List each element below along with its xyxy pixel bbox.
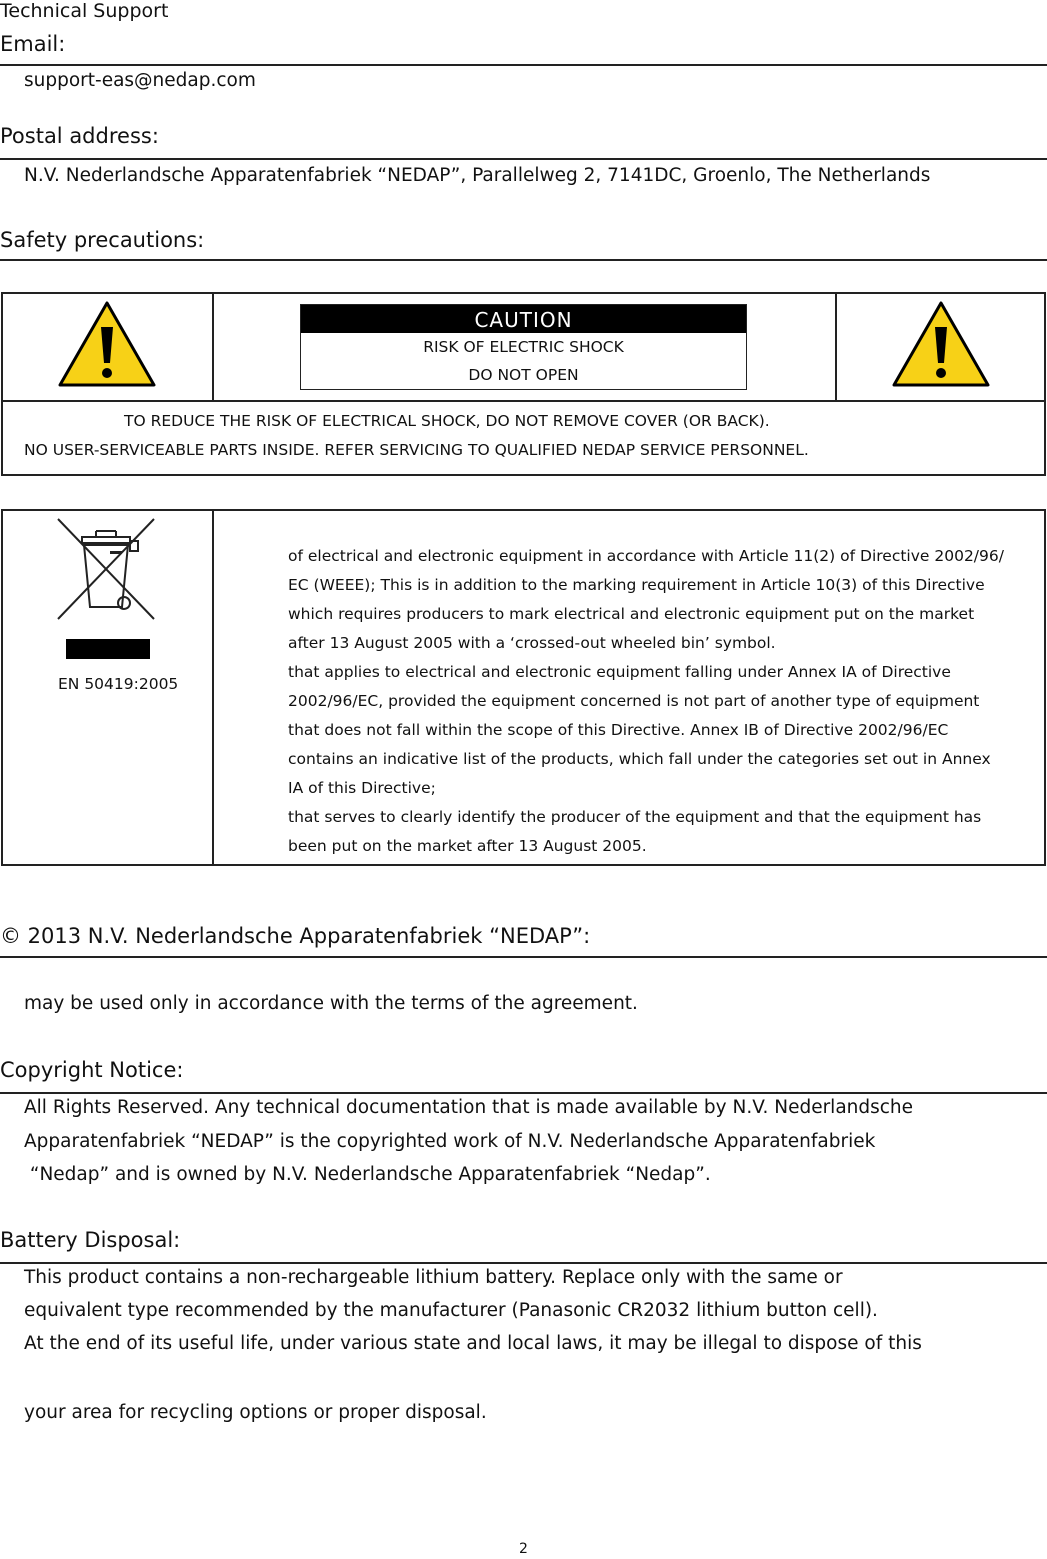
email-heading: Email:: [0, 32, 66, 56]
table-divider: [3, 400, 1044, 402]
weee-line: that applies to electrical and electronic equipment falling under Annex IA of Directive: [288, 663, 951, 681]
crossed-out-wheeled-bin-icon: [52, 515, 160, 663]
battery-line: equivalent type recommended by the manufacturer (Panasonic CR2032 lithium button cell).: [24, 1300, 878, 1321]
page-number: 2: [519, 1541, 528, 1557]
divider: [0, 1092, 1047, 1094]
notice-line: “Nedap” and is owned by N.V. Nederlandsche Apparatenfabriek “Nedap”.: [24, 1164, 711, 1185]
divider: [0, 64, 1047, 66]
caution-title: CAUTION: [301, 305, 746, 333]
divider: [0, 259, 1047, 261]
battery-line: your area for recycling options or proper disposal.: [24, 1402, 487, 1423]
postal-address: N.V. Nederlandsche Apparatenfabriek “NEDAP”, Parallelweg 2, 7141DC, Groenlo, The Netherlands: [24, 165, 931, 186]
copyright-heading: © 2013 N.V. Nederlandsche Apparatenfabriek “NEDAP”:: [0, 924, 591, 948]
weee-line: 2002/96/EC, provided the equipment concerned is not part of another type of equipment: [288, 692, 980, 710]
postal-heading: Postal address:: [0, 124, 159, 148]
battery-line: This product contains a non-rechargeable lithium battery. Replace only with the same or: [24, 1267, 843, 1288]
copyright-text: may be used only in accordance with the terms of the agreement.: [24, 993, 638, 1014]
divider: [0, 1262, 1047, 1264]
weee-line: that does not fall within the scope of this Directive. Annex IB of Directive 2002/96/EC: [288, 721, 949, 739]
weee-line: contains an indicative list of the products, which fall under the categories set out in Annex: [288, 750, 991, 768]
battery-heading: Battery Disposal:: [0, 1228, 181, 1252]
table-divider: [212, 511, 214, 864]
warning-line-2: NO USER-SERVICEABLE PARTS INSIDE. REFER SERVICING TO QUALIFIED NEDAP SERVICE PERSONNEL.: [24, 441, 809, 459]
weee-line: EC (WEEE); This is in addition to the marking requirement in Article 10(3) of this Directive: [288, 576, 985, 594]
weee-description: [288, 542, 1038, 861]
notice-heading: Copyright Notice:: [0, 1058, 184, 1082]
email-address[interactable]: support-eas@nedap.com: [24, 70, 256, 91]
warning-triangle-icon: [890, 299, 992, 389]
weee-line: been put on the market after 13 August 2005.: [288, 837, 647, 855]
caution-line-1: RISK OF ELECTRIC SHOCK: [423, 338, 624, 356]
weee-line: which requires producers to mark electrical and electronic equipment put on the market: [288, 605, 975, 623]
divider: [0, 158, 1047, 160]
warning-line-1: TO REDUCE THE RISK OF ELECTRICAL SHOCK, DO NOT REMOVE COVER (OR BACK).: [124, 412, 770, 430]
weee-line: of electrical and electronic equipment in accordance with Article 11(2) of Directive 2002/96/: [288, 547, 1004, 565]
page-title: Technical Support: [0, 0, 169, 22]
weee-line: IA of this Directive;: [288, 779, 436, 797]
weee-line: that serves to clearly identify the producer of the equipment and that the equipment has: [288, 808, 982, 826]
table-divider: [212, 294, 214, 402]
notice-line: All Rights Reserved. Any technical documentation that is made available by N.V. Nederlandsche: [24, 1097, 914, 1118]
standard-label: EN 50419:2005: [58, 675, 179, 693]
safety-heading: Safety precautions:: [0, 228, 205, 252]
warning-triangle-icon: [56, 299, 158, 389]
notice-line: Apparatenfabriek “NEDAP” is the copyrighted work of N.V. Nederlandsche Apparatenfabriek: [24, 1131, 876, 1152]
caution-line-2: DO NOT OPEN: [468, 366, 579, 384]
weee-line: after 13 August 2005 with a ‘crossed-out wheeled bin’ symbol.: [288, 634, 776, 652]
divider: [0, 956, 1047, 958]
caution-label: [300, 304, 747, 390]
table-divider: [835, 294, 837, 402]
battery-line: At the end of its useful life, under various state and local laws, it may be illegal to dispose of this: [24, 1333, 922, 1354]
